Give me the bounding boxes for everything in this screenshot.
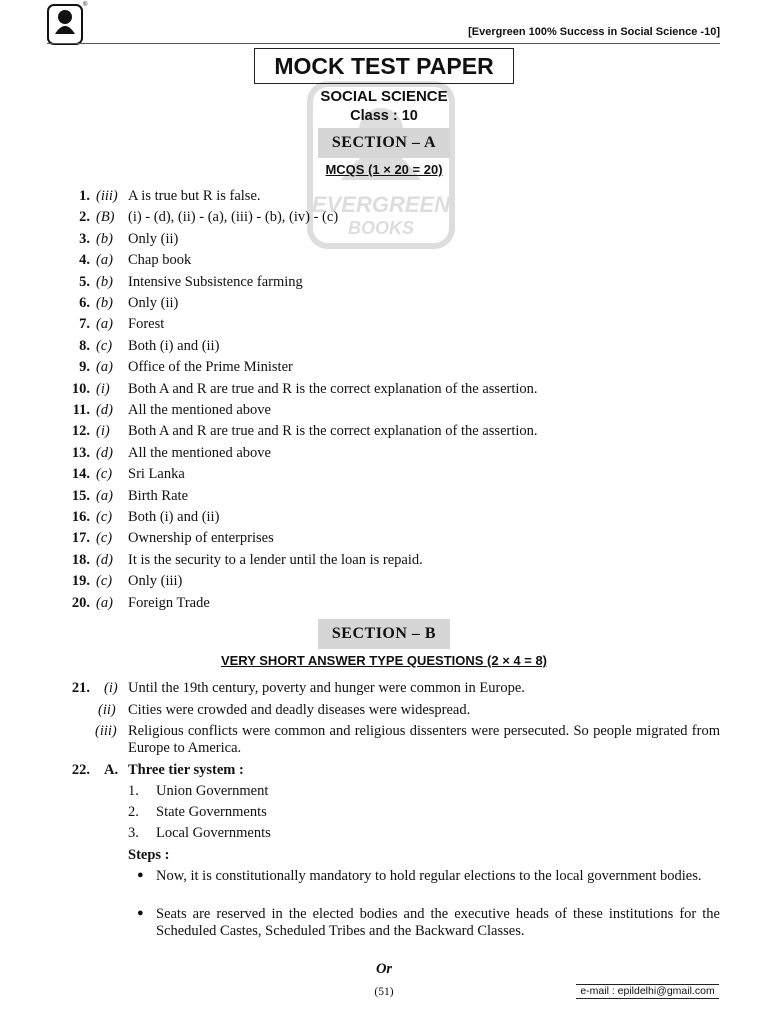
answer-option: (iii) [96, 188, 118, 204]
svg-text:BOOKS: BOOKS [347, 218, 415, 238]
answer-option: (B) [96, 209, 115, 225]
book-title: [Evergreen 100% Success in Social Science -10] [468, 26, 720, 38]
question-number: 8. [79, 338, 90, 354]
question-number: 4. [79, 252, 90, 268]
class-label: Class : 10 [350, 108, 418, 124]
answer-option: (i) [96, 423, 110, 439]
question-number: 17. [71, 530, 90, 546]
list-number: 2. [128, 804, 139, 820]
answer-option: (c) [96, 466, 113, 482]
answer-option: (b) [96, 295, 113, 311]
answer-option: (c) [96, 509, 113, 525]
answer-text: Both (i) and (ii) [128, 509, 220, 525]
question-number: 11. [72, 402, 90, 418]
answer-part-mark: (i) [104, 680, 118, 696]
answer-option: (d) [96, 552, 113, 568]
answer-part-text: Religious conflicts were common and religious dissenters were persecuted. So people migrated from Europe to America. [128, 723, 720, 756]
answer-text: Only (iii) [128, 573, 183, 589]
answer-text: Intensive Subsistence farming [128, 274, 303, 290]
question-number: 12. [71, 423, 90, 439]
publisher-logo [47, 2, 88, 46]
answer-text: Both A and R are true and R is the correct explanation of the assertion. [128, 381, 538, 397]
steps-label: Steps : [128, 847, 170, 863]
question-number: 5. [79, 274, 90, 290]
question-number: 18. [71, 552, 90, 568]
answer-text: Office of the Prime Minister [128, 359, 293, 375]
list-item: State Governments [156, 804, 267, 820]
question-number: 19. [71, 573, 90, 589]
question-number: 15. [71, 488, 90, 504]
section-a-heading: SECTION – A [318, 128, 450, 158]
answer-option: (a) [96, 316, 113, 332]
list-number: 1. [128, 783, 139, 799]
question-number: 16. [71, 509, 90, 525]
answer-option: (d) [96, 402, 113, 418]
question-number: 10. [71, 381, 90, 397]
answer-text: Chap book [128, 252, 192, 268]
answer-option: (a) [96, 359, 113, 375]
page-title: MOCK TEST PAPER [254, 48, 514, 84]
section-b-heading: SECTION – B [318, 619, 450, 649]
question-number: 13. [71, 445, 90, 461]
section-a-subheading: MCQS (1 × 20 = 20) [325, 162, 443, 177]
answer-option: (a) [96, 595, 113, 611]
section-b-subheading: VERY SHORT ANSWER TYPE QUESTIONS (2 × 4 = 8) [220, 653, 548, 668]
answer-text: A is true but R is false. [128, 188, 261, 204]
answer-part-text: Until the 19th century, poverty and hunger were common in Europe. [128, 680, 525, 696]
list-item: Local Governments [156, 825, 271, 841]
answer-text: Both A and R are true and R is the correct explanation of the assertion. [128, 423, 538, 439]
logo-icon [47, 2, 88, 46]
question-number: 22. [71, 762, 90, 778]
registered-mark: ® [83, 2, 88, 8]
question-number: 20. [71, 595, 90, 611]
answer-text: Only (ii) [128, 295, 179, 311]
answer-text: All the mentioned above [128, 402, 271, 418]
question-number: 3. [79, 231, 90, 247]
answer-text: Ownership of enterprises [128, 530, 274, 546]
answer-part-text: Cities were crowded and deadly diseases were widespread. [128, 702, 471, 718]
answer-option: (d) [96, 445, 113, 461]
answer-text: It is the security to a lender until the loan is repaid. [128, 552, 423, 568]
answer-option: (c) [96, 530, 113, 546]
question-number: 9. [79, 359, 90, 375]
footer-email: e-mail : epildelhi@gmail.com [576, 984, 719, 999]
answer-part-mark: (iii) [95, 723, 117, 739]
answer-text: All the mentioned above [128, 445, 271, 461]
answer-text: Sri Lanka [128, 466, 185, 482]
answer-text: Only (ii) [128, 231, 179, 247]
question-part-label: A. [104, 762, 119, 778]
bullet-icon: ● [137, 869, 144, 881]
subject-name: SOCIAL SCIENCE [320, 88, 448, 105]
header-divider [47, 43, 720, 44]
answer-text: Forest [128, 316, 165, 332]
question-number: 2. [79, 209, 90, 225]
question-number: 7. [79, 316, 90, 332]
answer-option: (c) [96, 338, 113, 354]
question-number: 6. [79, 295, 90, 311]
answer-text: Birth Rate [128, 488, 189, 504]
answer-option: (c) [96, 573, 113, 589]
list-number: 3. [128, 825, 139, 841]
list-item: Union Government [156, 783, 269, 799]
answer-option: (a) [96, 488, 113, 504]
bullet-text: Seats are reserved in the elected bodies and the executive heads of these institutions for the Scheduled Castes, Scheduled Tribes and the Backward Classes. [156, 906, 720, 939]
answer-option: (i) [96, 381, 110, 397]
bullet-text: Now, it is constitutionally mandatory to hold regular elections to the local government bodies. [156, 868, 702, 884]
answer-text: (i) - (d), (ii) - (a), (iii) - (b), (iv) - (c) [128, 209, 339, 225]
bullet-icon: ● [137, 907, 144, 919]
answer-heading: Three tier system : [128, 762, 244, 778]
or-label: Or [375, 961, 393, 977]
answer-text: Both (i) and (ii) [128, 338, 220, 354]
svg-text:EVERGREEN: EVERGREEN [311, 192, 451, 217]
question-number: 1. [79, 188, 90, 204]
answer-option: (a) [96, 252, 113, 268]
answer-option: (b) [96, 231, 113, 247]
answer-part-mark: (ii) [98, 702, 116, 718]
question-number: 21. [71, 680, 90, 696]
answer-text: Foreign Trade [128, 595, 210, 611]
question-number: 14. [71, 466, 90, 482]
page-number: (51) [374, 986, 394, 998]
answer-option: (b) [96, 274, 113, 290]
